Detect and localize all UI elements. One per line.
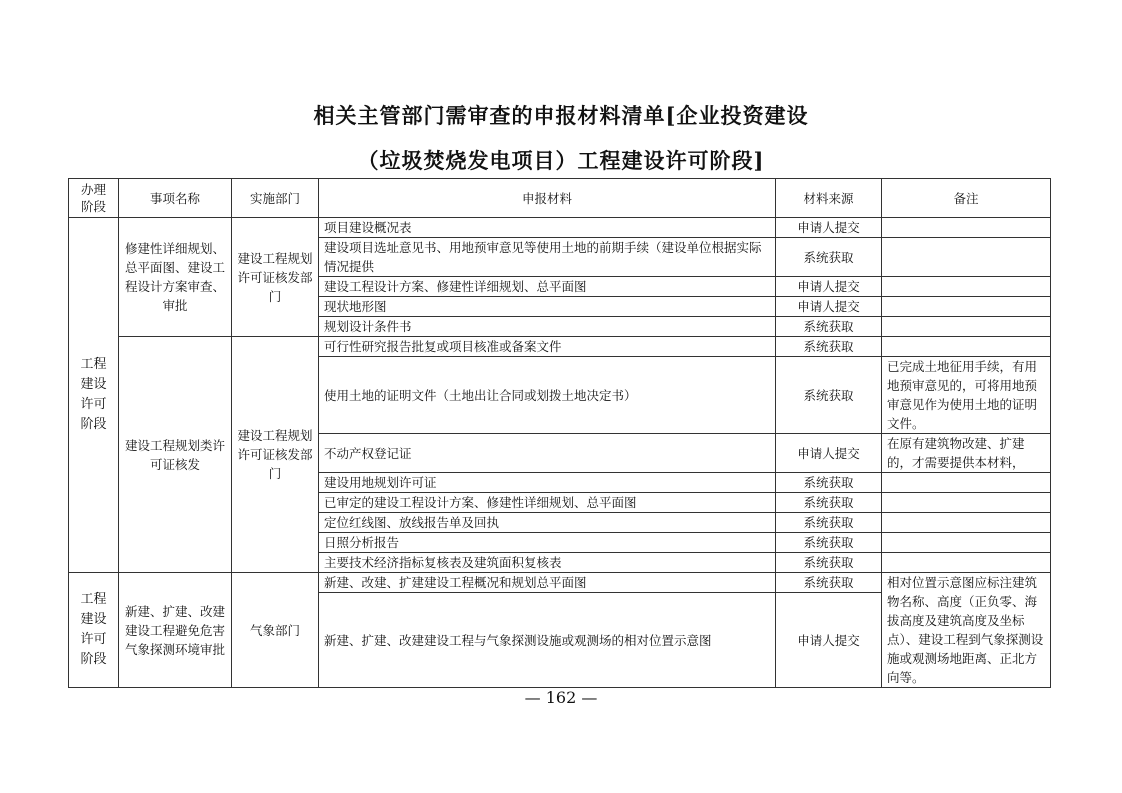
source-cell: 系统获取: [776, 337, 882, 357]
material-cell: 建设项目选址意见书、用地预审意见等使用土地的前期手续（建设单位根据实际情况提供: [319, 238, 776, 277]
material-cell: 现状地形图: [319, 297, 776, 317]
source-cell: 申请人提交: [776, 593, 882, 688]
source-cell: 申请人提交: [776, 297, 882, 317]
materials-table: [68, 178, 1051, 688]
source-cell: 系统获取: [776, 357, 882, 434]
note-cell: [882, 493, 1051, 513]
material-cell: 建设用地规划许可证: [319, 473, 776, 493]
source-cell: 系统获取: [776, 533, 882, 553]
note-cell: [882, 277, 1051, 297]
note-cell: [882, 297, 1051, 317]
source-cell: 系统获取: [776, 553, 882, 573]
header-source: 材料来源: [776, 179, 882, 218]
source-cell: 系统获取: [776, 513, 882, 533]
material-cell: 日照分析报告: [319, 533, 776, 553]
header-materials: 申报材料: [319, 179, 776, 218]
note-cell: [882, 337, 1051, 357]
source-cell: 系统获取: [776, 493, 882, 513]
note-cell: [882, 533, 1051, 553]
document-title-line1: 相关主管部门需审查的申报材料清单[企业投资建设: [313, 103, 809, 128]
material-cell: 新建、改建、扩建建设工程概况和规划总平面图: [319, 573, 776, 593]
material-cell: 使用土地的证明文件（土地出让合同或划拨土地决定书）: [319, 357, 776, 434]
source-cell: 系统获取: [776, 573, 882, 593]
document-title-line2: （垃圾焚烧发电项目）工程建设许可阶段]: [357, 148, 765, 173]
material-cell: 定位红线图、放线报告单及回执: [319, 513, 776, 533]
department-cell: 建设工程规划许可证核发部门: [232, 337, 319, 573]
table-row: [69, 218, 1051, 238]
source-cell: 申请人提交: [776, 434, 882, 473]
material-cell: 不动产权登记证: [319, 434, 776, 473]
stage-cell: 工程 建设 许可 阶段: [69, 218, 119, 573]
note-cell: [882, 553, 1051, 573]
department-cell: 建设工程规划许可证核发部门: [232, 218, 319, 337]
material-cell: 可行性研究报告批复或项目核准或备案文件: [319, 337, 776, 357]
note-cell: 相对位置示意图应标注建筑物名称、高度（正负零、海拔高度及建筑高度及坐标点）、建设工程到气象探测设施或观测场地距离、正北方向等。: [882, 573, 1051, 688]
note-cell: [882, 317, 1051, 337]
header-note: 备注: [882, 179, 1051, 218]
stage-cell: 工程 建设 许可 阶段: [69, 573, 119, 688]
material-cell: 规划设计条件书: [319, 317, 776, 337]
source-cell: 系统获取: [776, 317, 882, 337]
note-cell: [882, 473, 1051, 493]
department-cell: 气象部门: [232, 573, 319, 688]
item-name-cell: 新建、扩建、改建建设工程避免危害气象探测环境审批: [119, 573, 232, 688]
header-stage: 办理 阶段: [69, 179, 119, 218]
source-cell: 系统获取: [776, 238, 882, 277]
header-item-name: 事项名称: [119, 179, 232, 218]
source-cell: 系统获取: [776, 473, 882, 493]
source-cell: 申请人提交: [776, 277, 882, 297]
note-cell: [882, 238, 1051, 277]
item-name-cell: 修建性详细规划、总平面图、建设工程设计方案审查、审批: [119, 218, 232, 337]
table-row: [69, 337, 1051, 357]
note-cell: 在原有建筑物改建、扩建的，才需要提供本材料，: [882, 434, 1051, 473]
material-cell: 主要技术经济指标复核表及建筑面积复核表: [319, 553, 776, 573]
material-cell: 已审定的建设工程设计方案、修建性详细规划、总平面图: [319, 493, 776, 513]
material-cell: 建设工程设计方案、修建性详细规划、总平面图: [319, 277, 776, 297]
note-cell: 已完成土地征用手续，有用地预审意见的，可将用地预审意见作为使用土地的证明文件。: [882, 357, 1051, 434]
note-cell: [882, 513, 1051, 533]
item-name-cell: 建设工程规划类许可证核发: [119, 337, 232, 573]
table-header-row: [69, 179, 1051, 218]
header-department: 实施部门: [232, 179, 319, 218]
table-row: [69, 573, 1051, 593]
page-number: — 162 —: [524, 688, 598, 707]
source-cell: 申请人提交: [776, 218, 882, 238]
material-cell: 新建、扩建、改建建设工程与气象探测设施或观测场的相对位置示意图: [319, 593, 776, 688]
material-cell: 项目建设概况表: [319, 218, 776, 238]
note-cell: [882, 218, 1051, 238]
